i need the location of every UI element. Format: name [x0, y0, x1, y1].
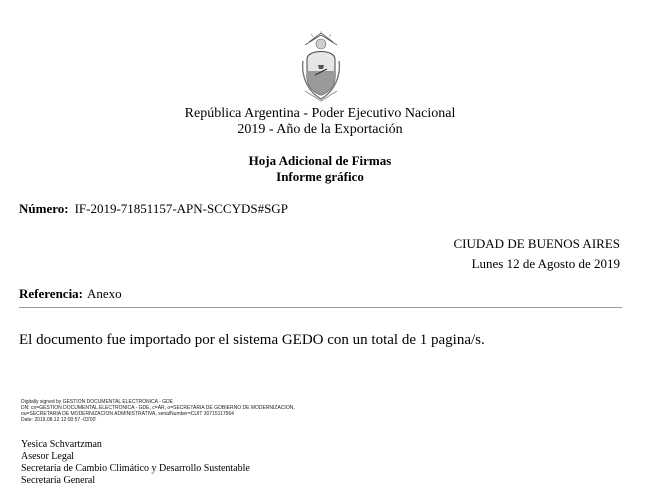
digital-signature-line: Date: 2019.08.12 12:00:57 -03'00': [21, 417, 97, 423]
digital-signature-block: [21, 399, 295, 423]
document-number-label: Número:: [19, 201, 69, 216]
signer-office: Secretaría de Cambio Climático y Desarrollo Sustentable: [21, 463, 250, 474]
document-subtitle: Informe gráfico: [276, 169, 364, 184]
issuer-line: República Argentina - Poder Ejecutivo Nacional: [184, 106, 456, 121]
argentina-coat-of-arms-icon: [301, 31, 341, 103]
signer-department: Secretaría General: [21, 475, 96, 486]
divider: [19, 307, 622, 308]
year-motto: 2019 - Año de la Exportación: [237, 122, 403, 137]
digital-signature-line: ou=SECRETARIA DE MODERNIZACION ADMINISTRATIVA, serialNumber=CUIT 30715117564: [21, 411, 234, 417]
reference-label: Referencia:: [19, 286, 84, 301]
document-number: [19, 201, 288, 217]
document-title: Hoja Adicional de Firmas: [248, 153, 392, 168]
digital-signature-line: DN: cn=GESTION DOCUMENTAL ELECTRONICA - GDE, c=AR, o=SECRETARIA DE GOBIERNO DE MODERNIZACION,: [21, 405, 295, 411]
city: CIUDAD DE BUENOS AIRES: [453, 236, 620, 251]
reference-value: Anexo: [87, 286, 122, 301]
signer-name: Yesica Schvartzman: [21, 439, 102, 450]
document-date: Lunes 12 de Agosto de 2019: [471, 256, 620, 271]
reference: [19, 286, 122, 302]
document-number-value: IF-2019-71851157-APN-SCCYDS#SGP: [74, 201, 288, 216]
signer-role: Asesor Legal: [21, 451, 75, 462]
digital-signature-line: Digitally signed by GESTION DOCUMENTAL ELECTRONICA - GDE: [21, 399, 173, 405]
body-text: El documento fue importado por el sistema GEDO con un total de 1 pagina/s.: [19, 332, 485, 348]
